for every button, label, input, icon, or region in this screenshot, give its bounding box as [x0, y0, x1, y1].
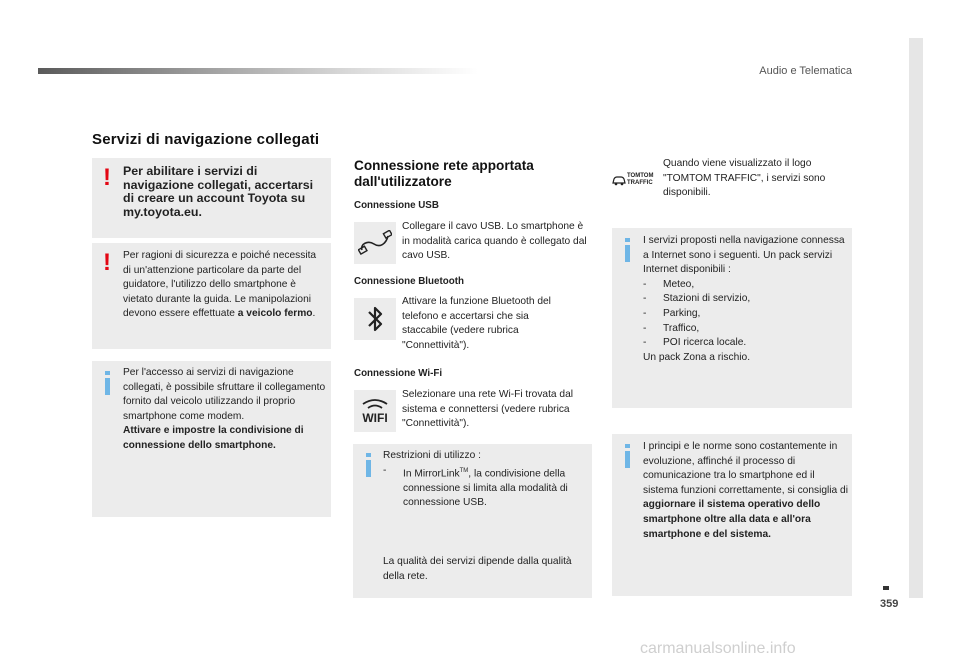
page-number: 359: [880, 598, 899, 610]
services-list: [643, 278, 848, 351]
restrictions-item-sup: TM: [459, 467, 469, 474]
bluetooth-text: Attivare la funzione Bluetooth del telefono e accertarsi che sia staccabile (vedere rubrica "Connettività").: [402, 296, 551, 351]
wifi-text: Selezionare una rete Wi-Fi trovata dal sistema e connettersi (vedere rubrica "Connettività").: [402, 389, 574, 430]
update-body: I principi e le norme sono costantemente in evoluzione, affinché il processo di comunicazione tra lo smartphone ed il sistema funzioni correttamente, si consiglia di: [643, 441, 848, 496]
info-box-modem: [92, 361, 331, 517]
update-bold: aggiornare il sistema operativo dello smartphone oltre alla data e all'ora smartphone e del sistema.: [643, 499, 821, 540]
usb-text: Collegare il cavo USB. Lo smartphone è in modalità carica quando è collegato dal cavo USB.: [402, 221, 587, 262]
info-icon: [366, 453, 371, 477]
tomtom-text: Quando viene visualizzato il logo "TOMTOM TRAFFIC", i servizi sono disponibili.: [663, 158, 826, 199]
usb-heading: Connessione USB: [354, 200, 439, 211]
services-outro: Un pack Zona a rischio.: [643, 351, 751, 363]
restrictions-item-pre: In MirrorLink: [403, 467, 460, 479]
page-marker: [883, 586, 889, 590]
tomtom-traffic-logo: [612, 170, 654, 190]
usb-cable-icon: [354, 222, 396, 264]
update-text: [643, 440, 848, 542]
warning-safety-text: [123, 249, 325, 322]
restrictions-intro: Restrizioni di utilizzo :: [383, 450, 481, 461]
info-box-update: [612, 434, 852, 596]
bluetooth-icon: [354, 298, 396, 340]
page-title: Servizi di navigazione collegati: [92, 131, 320, 148]
restrictions-text: [383, 449, 588, 511]
services-item: - POI ricerca locale.: [643, 336, 848, 351]
services-item: - Parking,: [643, 307, 848, 322]
restrictions-list: [383, 464, 588, 511]
services-item: - Meteo,: [643, 278, 848, 293]
warning-safety-end: .: [312, 308, 316, 320]
info-box-restrictions: [353, 444, 592, 598]
info-modem-bold: Attivare e impostre la condivisione di connessione dello smartphone.: [123, 425, 304, 451]
restrictions-item-post: , la condivisione della connessione si limita alla modalità di connessione USB.: [403, 467, 568, 509]
bluetooth-heading: Connessione Bluetooth: [354, 276, 464, 287]
services-item: - Stazioni di servizio,: [643, 292, 848, 307]
header-gradient-bar: [38, 68, 478, 74]
warning-box-safety: [92, 243, 331, 349]
info-modem-text: [123, 366, 327, 454]
wifi-icon-label: WIFI: [362, 411, 388, 425]
warning-safety-bold: a veicolo fermo: [237, 308, 313, 320]
wifi-heading: Connessione Wi-Fi: [354, 368, 443, 379]
section-title: Audio e Telematica: [759, 65, 852, 77]
info-icon: [105, 371, 110, 395]
tomtom-car-icon: [612, 174, 626, 186]
services-text: [643, 234, 848, 365]
warning-icon: !: [103, 249, 111, 276]
warning-account-text: Per abilitare i servizi di navigazione collegati, accertarsi di creare un account Toyota su my.toyota.eu.: [123, 164, 314, 219]
services-item: - Traffico,: [643, 322, 848, 337]
warning-safety-body: Per ragioni di sicurezza e poiché necessita di un'attenzione particolare da parte del guidatore, l'utilizzo dello smartphone è vietato durante la guida. Le manipolazioni devono essere effettuate: [123, 250, 317, 320]
restrictions-quality: La qualità dei servizi dipende dalla qualità della rete.: [383, 556, 572, 582]
info-modem-body: Per l'accesso ai servizi di navigazione collegati, è possibile sfruttare il collegamento fornito dal veicolo utilizzando il proprio smartphone come modem.: [123, 367, 326, 422]
services-intro: I servizi proposti nella navigazione connessa a Internet sono i seguenti. Un pack servizi Internet disponibili :: [643, 235, 845, 276]
info-icon: [625, 444, 630, 468]
info-box-services: [612, 228, 852, 408]
warning-icon: !: [103, 164, 111, 191]
watermark: carmanualsonline.info: [640, 640, 796, 657]
side-tab-strip: [909, 38, 923, 598]
wifi-icon: [354, 390, 396, 432]
connection-title: Connessione rete apportata dall'utilizzatore: [354, 158, 534, 189]
restrictions-item: [383, 464, 588, 511]
warning-box-account: [92, 158, 331, 238]
tomtom-logo-text: TOMTOM TRAFFIC: [627, 173, 654, 186]
info-icon: [625, 238, 630, 262]
